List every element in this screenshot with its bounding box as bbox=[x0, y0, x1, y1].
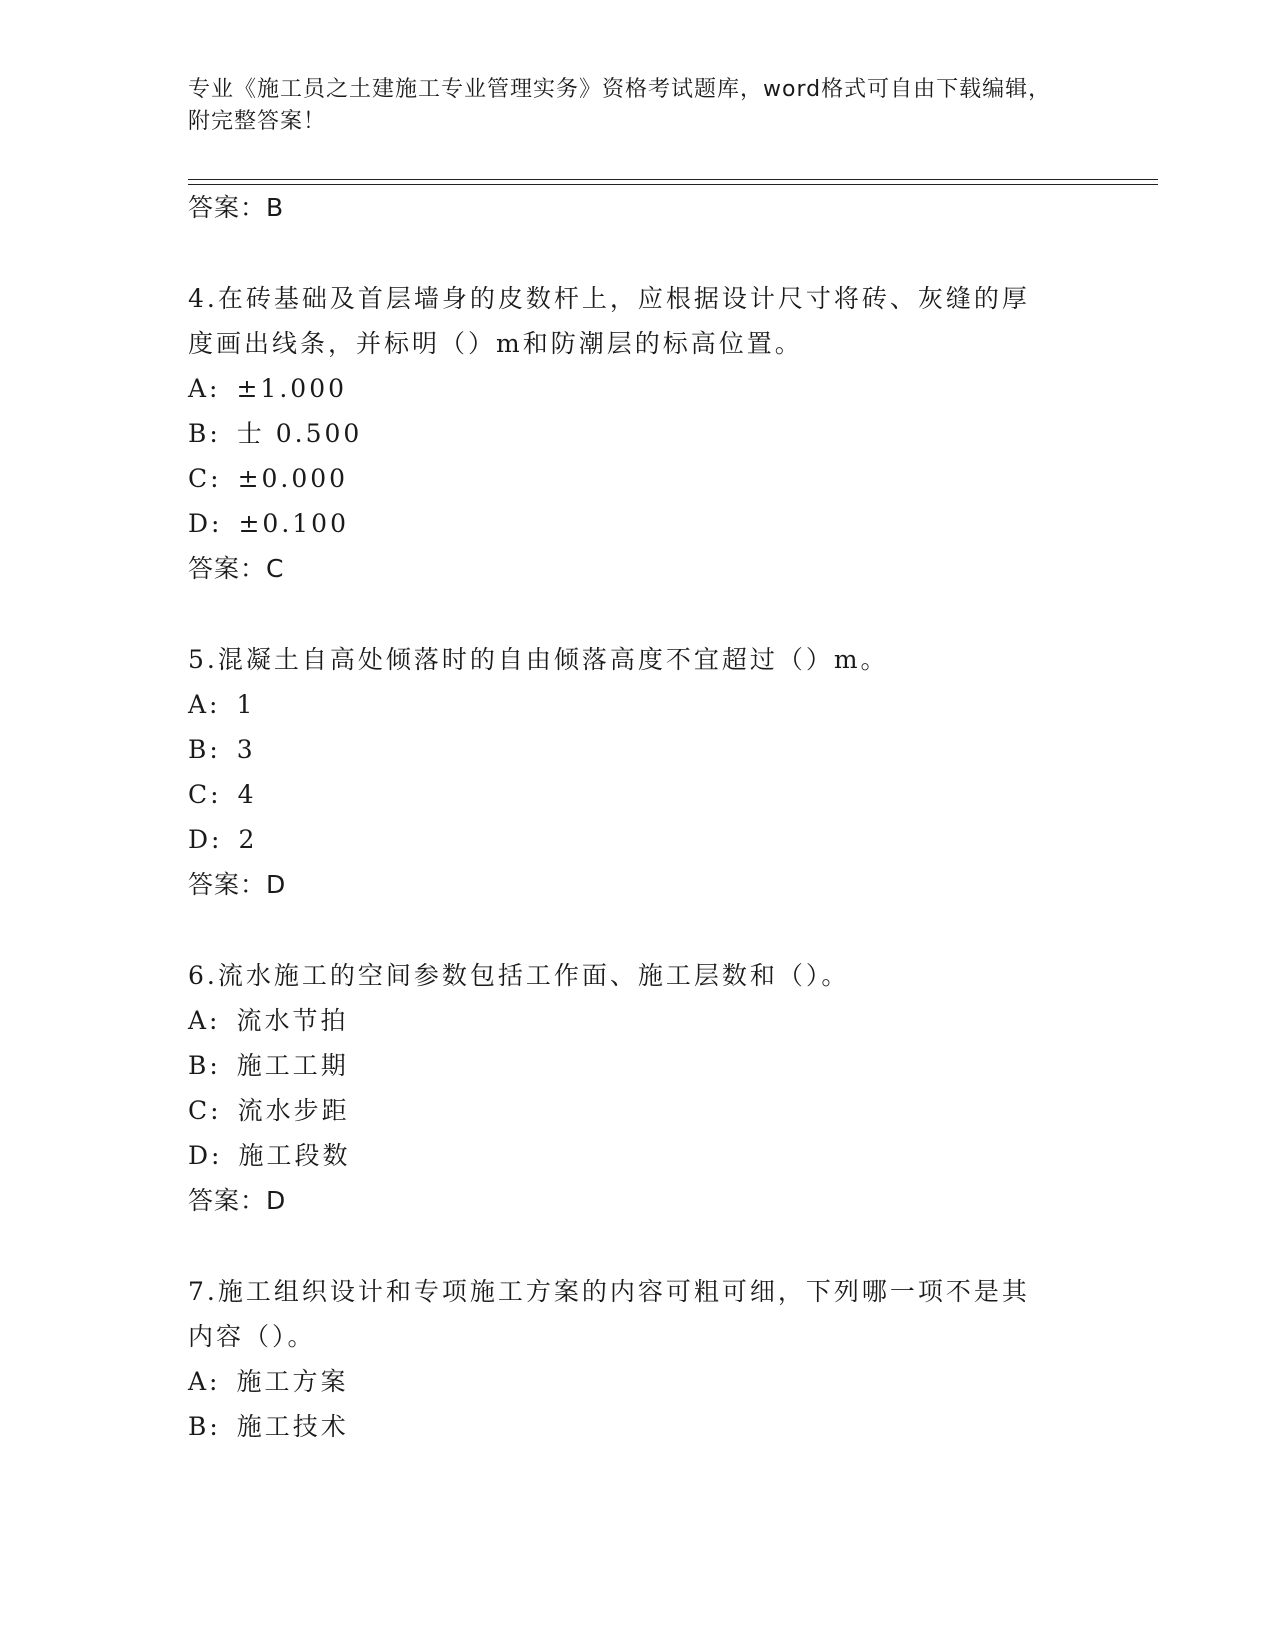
document-header: 专业《施工员之土建施工专业管理实务》资格考试题库，word格式可自由下载编辑，附完整答案！ bbox=[188, 77, 1052, 134]
option-d bbox=[188, 507, 349, 541]
option-d bbox=[188, 823, 257, 857]
option-value: 流水步距 bbox=[237, 1096, 350, 1125]
option-b bbox=[188, 1410, 349, 1444]
option-value: 流水节拍 bbox=[236, 1006, 349, 1035]
option-label: D: bbox=[188, 1141, 223, 1170]
option-a bbox=[188, 688, 255, 722]
option-value: 3 bbox=[236, 735, 256, 764]
option-value: 士 0.500 bbox=[236, 419, 363, 448]
option-label: B: bbox=[188, 1051, 221, 1080]
question-stem: 5.混凝土自高处倾落时的自由倾落高度不宜超过（）m。 bbox=[188, 645, 889, 674]
option-value: 4 bbox=[237, 780, 257, 809]
option-value: ±0.000 bbox=[237, 464, 349, 493]
option-b bbox=[188, 417, 362, 451]
question-stem: 4.在砖基础及首层墙身的皮数杆上，应根据设计尺寸将砖、灰缝的厚 bbox=[188, 284, 1030, 313]
option-d bbox=[188, 1139, 350, 1173]
option-label: A: bbox=[188, 1367, 221, 1396]
header-divider-bottom bbox=[188, 184, 1158, 185]
header-divider-top bbox=[188, 179, 1158, 180]
option-label: A: bbox=[188, 690, 221, 719]
option-label: B: bbox=[188, 1412, 221, 1441]
option-c bbox=[188, 462, 348, 496]
question-stem-continued: 内容（）。 bbox=[188, 1322, 316, 1351]
option-value: 施工段数 bbox=[238, 1141, 351, 1170]
option-label: C: bbox=[188, 1096, 222, 1125]
answer-line: 答案：D bbox=[188, 870, 287, 899]
answer-line: 答案：D bbox=[188, 1186, 287, 1215]
option-label: C: bbox=[188, 780, 222, 809]
option-c bbox=[188, 1094, 350, 1128]
option-label: B: bbox=[188, 735, 221, 764]
answer-line: 答案：B bbox=[188, 193, 285, 222]
option-label: D: bbox=[188, 825, 223, 854]
option-a bbox=[188, 1365, 349, 1399]
option-label: A: bbox=[188, 1006, 221, 1035]
option-label: B: bbox=[188, 419, 221, 448]
option-value: 施工工期 bbox=[236, 1051, 349, 1080]
option-label: D: bbox=[188, 509, 223, 538]
option-value: ±0.100 bbox=[238, 509, 349, 538]
option-value: 1 bbox=[236, 690, 256, 719]
option-b bbox=[188, 733, 256, 767]
option-value: 施工方案 bbox=[236, 1367, 349, 1396]
option-b bbox=[188, 1049, 349, 1083]
option-label: A: bbox=[188, 374, 221, 403]
question-stem-continued: 度画出线条，并标明（）m和防潮层的标高位置。 bbox=[188, 329, 803, 358]
answer-line: 答案：C bbox=[188, 554, 285, 583]
option-a bbox=[188, 1004, 349, 1038]
question-stem: 7.施工组织设计和专项施工方案的内容可粗可细，下列哪一项不是其 bbox=[188, 1277, 1030, 1306]
option-value: ±1.000 bbox=[236, 374, 348, 403]
option-value: 施工技术 bbox=[236, 1412, 349, 1441]
question-stem: 6.流水施工的空间参数包括工作面、施工层数和（）。 bbox=[188, 961, 850, 990]
option-value: 2 bbox=[238, 825, 258, 854]
option-c bbox=[188, 778, 256, 812]
option-a bbox=[188, 372, 347, 406]
option-label: C: bbox=[188, 464, 222, 493]
